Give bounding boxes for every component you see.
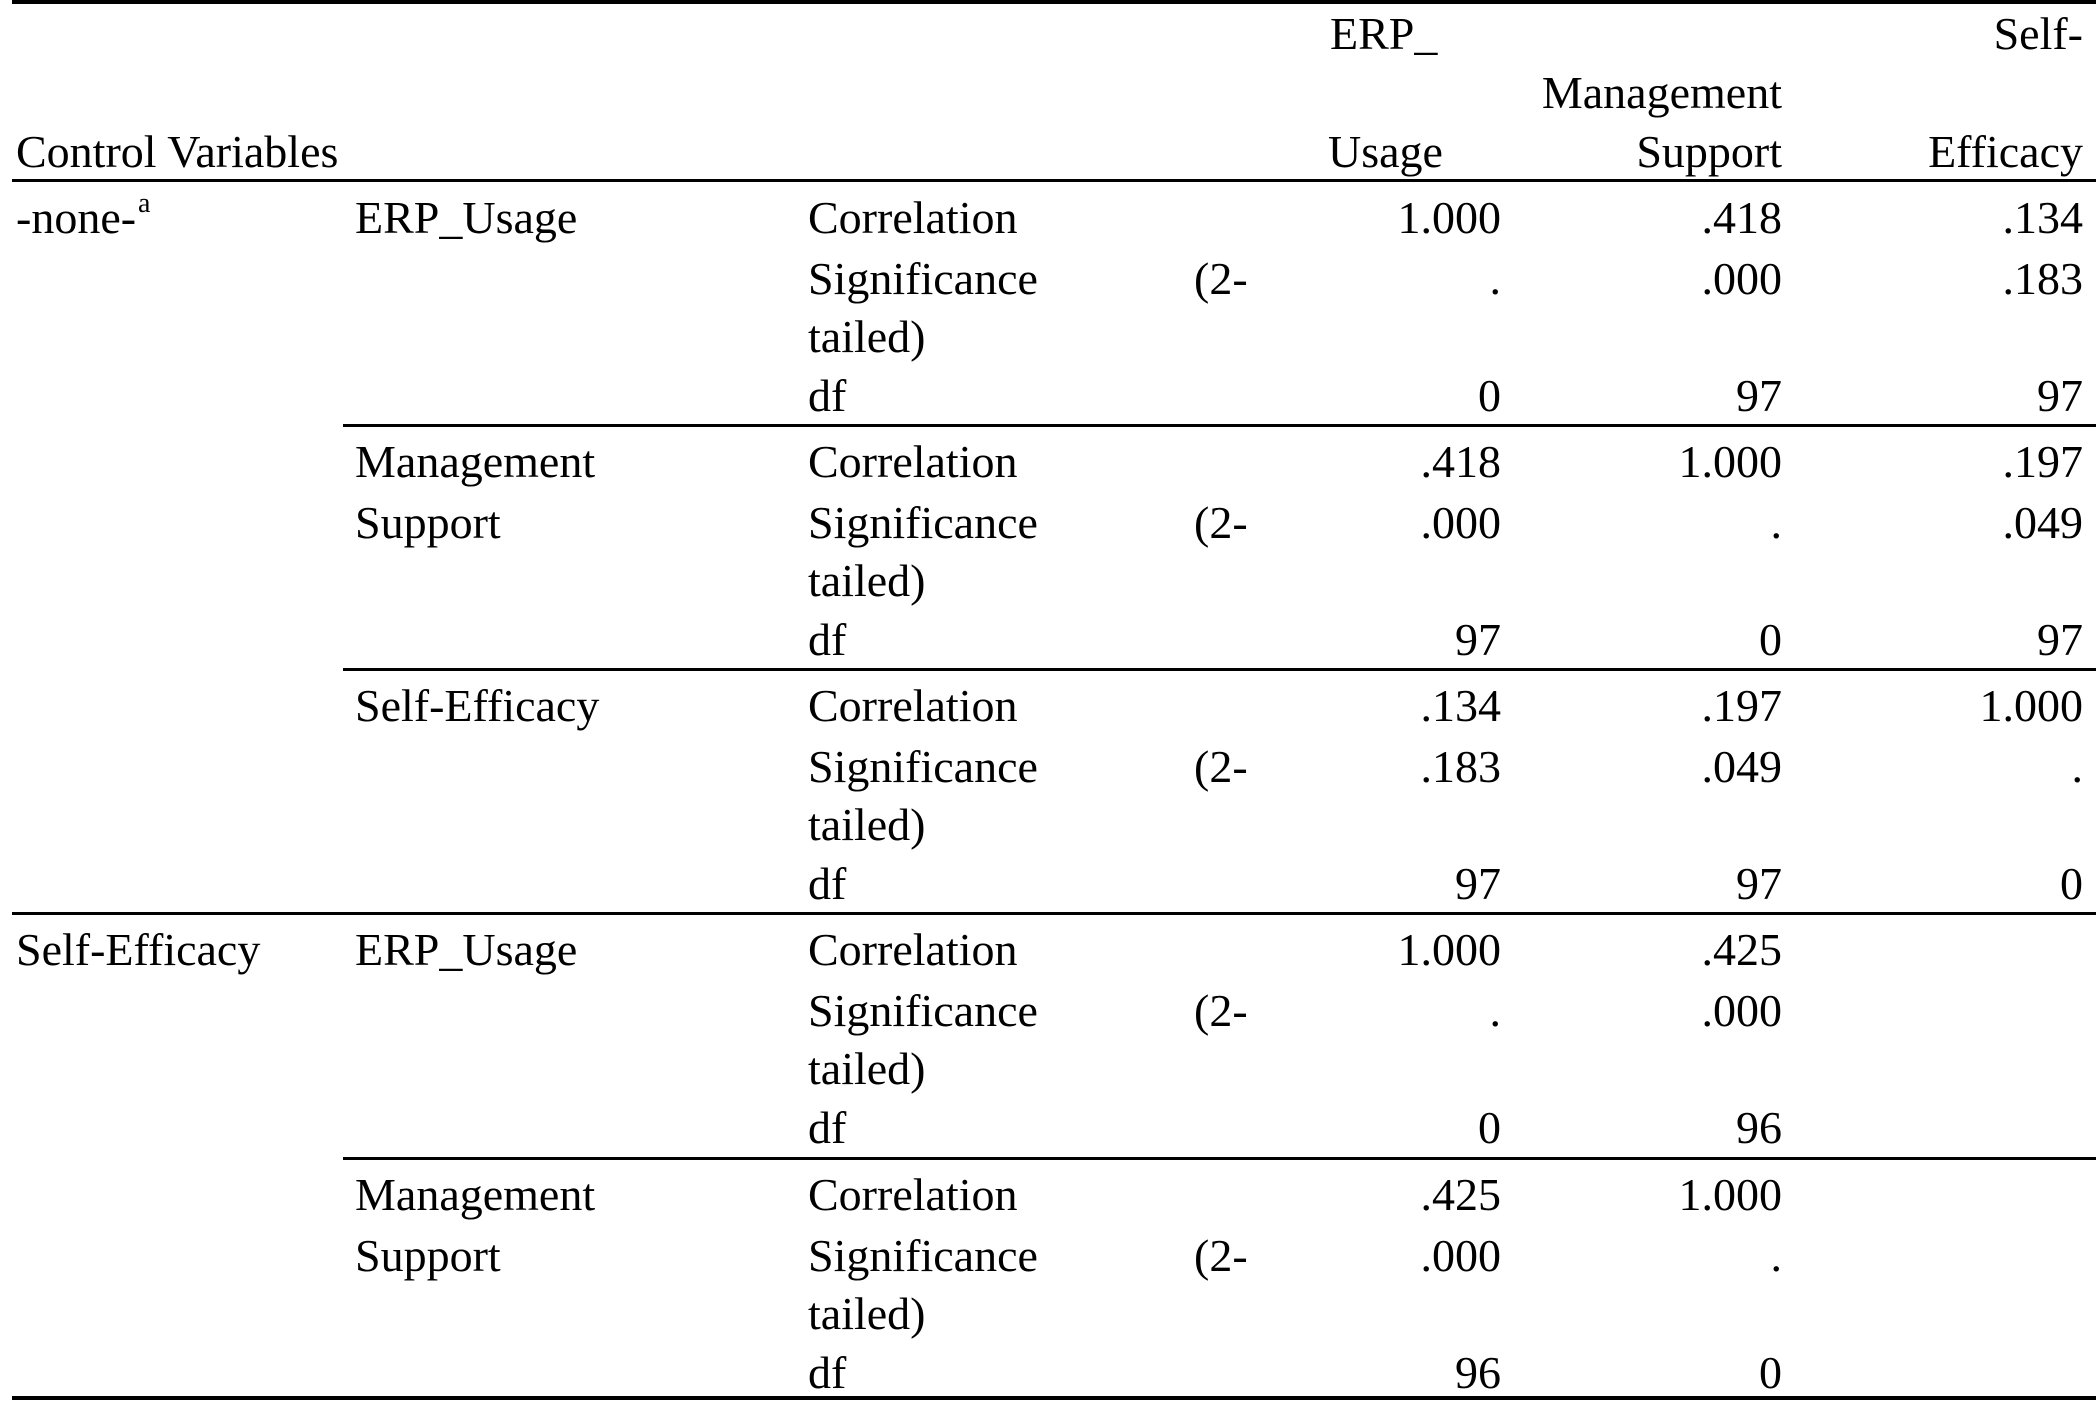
stat-label-significance: Significance (808, 985, 1038, 1036)
value-cell: .134 (2002, 192, 2083, 243)
value-cell: 97 (1455, 614, 1501, 665)
stat-label-df: df (808, 1347, 847, 1398)
value-cell: .197 (1701, 680, 1782, 731)
stat-label-significance: Significance (808, 253, 1038, 304)
variable-name: Support (355, 497, 501, 548)
variable-name: Management (355, 1169, 596, 1220)
value-cell: .049 (1701, 741, 1782, 792)
stat-label-significance: Significance (808, 1230, 1038, 1281)
value-cell: .000 (1701, 985, 1782, 1036)
header-self-efficacy-line1: Self- (1993, 8, 2083, 59)
value-cell: 1.000 (1979, 680, 2083, 731)
variable-name: ERP_Usage (355, 924, 578, 975)
value-cell: .000 (1701, 253, 1782, 304)
value-cell: . (1489, 985, 1501, 1036)
value-cell: 96 (1455, 1347, 1501, 1398)
value-cell: .000 (1420, 497, 1501, 548)
stat-label-tailed: tailed) (808, 555, 926, 606)
value-cell: 0 (1759, 1347, 1782, 1398)
header-erp-usage-line1: ERP_ (1330, 8, 1438, 59)
stat-label-tailed: tailed) (808, 799, 926, 850)
stat-label-two-tailed: (2- (1194, 253, 1248, 304)
stat-label-df: df (808, 858, 847, 909)
value-cell: .049 (2002, 497, 2083, 548)
stat-label-tailed: tailed) (808, 1288, 926, 1339)
value-cell: . (1770, 497, 1782, 548)
bottom-rule (12, 1396, 2096, 1400)
header-management-support-line2: Support (1636, 126, 1782, 177)
row-divider (343, 1157, 2096, 1160)
variable-name: Support (355, 1230, 501, 1281)
row-divider (343, 668, 2096, 671)
header-management-support-line1: Management (1541, 67, 1782, 118)
stat-label-two-tailed: (2- (1194, 1230, 1248, 1281)
control-variable-label: Self-Efficacy (16, 924, 261, 975)
value-cell: . (1489, 253, 1501, 304)
value-cell: 97 (2037, 614, 2083, 665)
variable-name: Self-Efficacy (355, 680, 600, 731)
value-cell: .134 (1420, 680, 1501, 731)
value-cell: .425 (1420, 1169, 1501, 1220)
value-cell: .000 (1420, 1230, 1501, 1281)
value-cell: . (1770, 1230, 1782, 1281)
stat-label-correlation: Correlation (808, 924, 1018, 975)
stat-label-df: df (808, 614, 847, 665)
value-cell: .425 (1701, 924, 1782, 975)
stat-label-correlation: Correlation (808, 436, 1018, 487)
value-cell: 97 (1736, 858, 1782, 909)
value-cell: 96 (1736, 1102, 1782, 1153)
stat-label-correlation: Correlation (808, 1169, 1018, 1220)
stat-label-df: df (808, 370, 847, 421)
value-cell: 1.000 (1397, 924, 1501, 975)
header-erp-usage-line2: Usage (1328, 126, 1443, 177)
header-self-efficacy-line2: Efficacy (1928, 126, 2083, 177)
variable-name: Management (355, 436, 596, 487)
stat-label-two-tailed: (2- (1194, 741, 1248, 792)
stat-label-two-tailed: (2- (1194, 497, 1248, 548)
control-variable-label: -none- (16, 192, 137, 243)
value-cell: .183 (2002, 253, 2083, 304)
value-cell: 97 (1736, 370, 1782, 421)
stat-label-significance: Significance (808, 497, 1038, 548)
variable-name: ERP_Usage (355, 192, 578, 243)
value-cell: 97 (1455, 858, 1501, 909)
value-cell: .197 (2002, 436, 2083, 487)
value-cell: 0 (1478, 370, 1501, 421)
value-cell: 1.000 (1678, 436, 1782, 487)
footnote-marker: a (138, 188, 151, 219)
row-divider (343, 424, 2096, 427)
stat-label-two-tailed: (2- (1194, 985, 1248, 1036)
stat-label-tailed: tailed) (808, 1043, 926, 1094)
value-cell: .418 (1701, 192, 1782, 243)
value-cell: .183 (1420, 741, 1501, 792)
value-cell: 1.000 (1678, 1169, 1782, 1220)
group-divider (12, 912, 2096, 915)
stat-label-correlation: Correlation (808, 680, 1018, 731)
value-cell: .418 (1420, 436, 1501, 487)
stat-label-correlation: Correlation (808, 192, 1018, 243)
stat-label-significance: Significance (808, 741, 1038, 792)
header-control-variables: Control Variables (16, 126, 339, 177)
top-rule (12, 0, 2096, 4)
value-cell: 0 (1478, 1102, 1501, 1153)
stat-label-df: df (808, 1102, 847, 1153)
value-cell: 97 (2037, 370, 2083, 421)
value-cell: . (2071, 741, 2083, 792)
value-cell: 0 (2060, 858, 2083, 909)
value-cell: 1.000 (1397, 192, 1501, 243)
value-cell: 0 (1759, 614, 1782, 665)
stat-label-tailed: tailed) (808, 311, 926, 362)
